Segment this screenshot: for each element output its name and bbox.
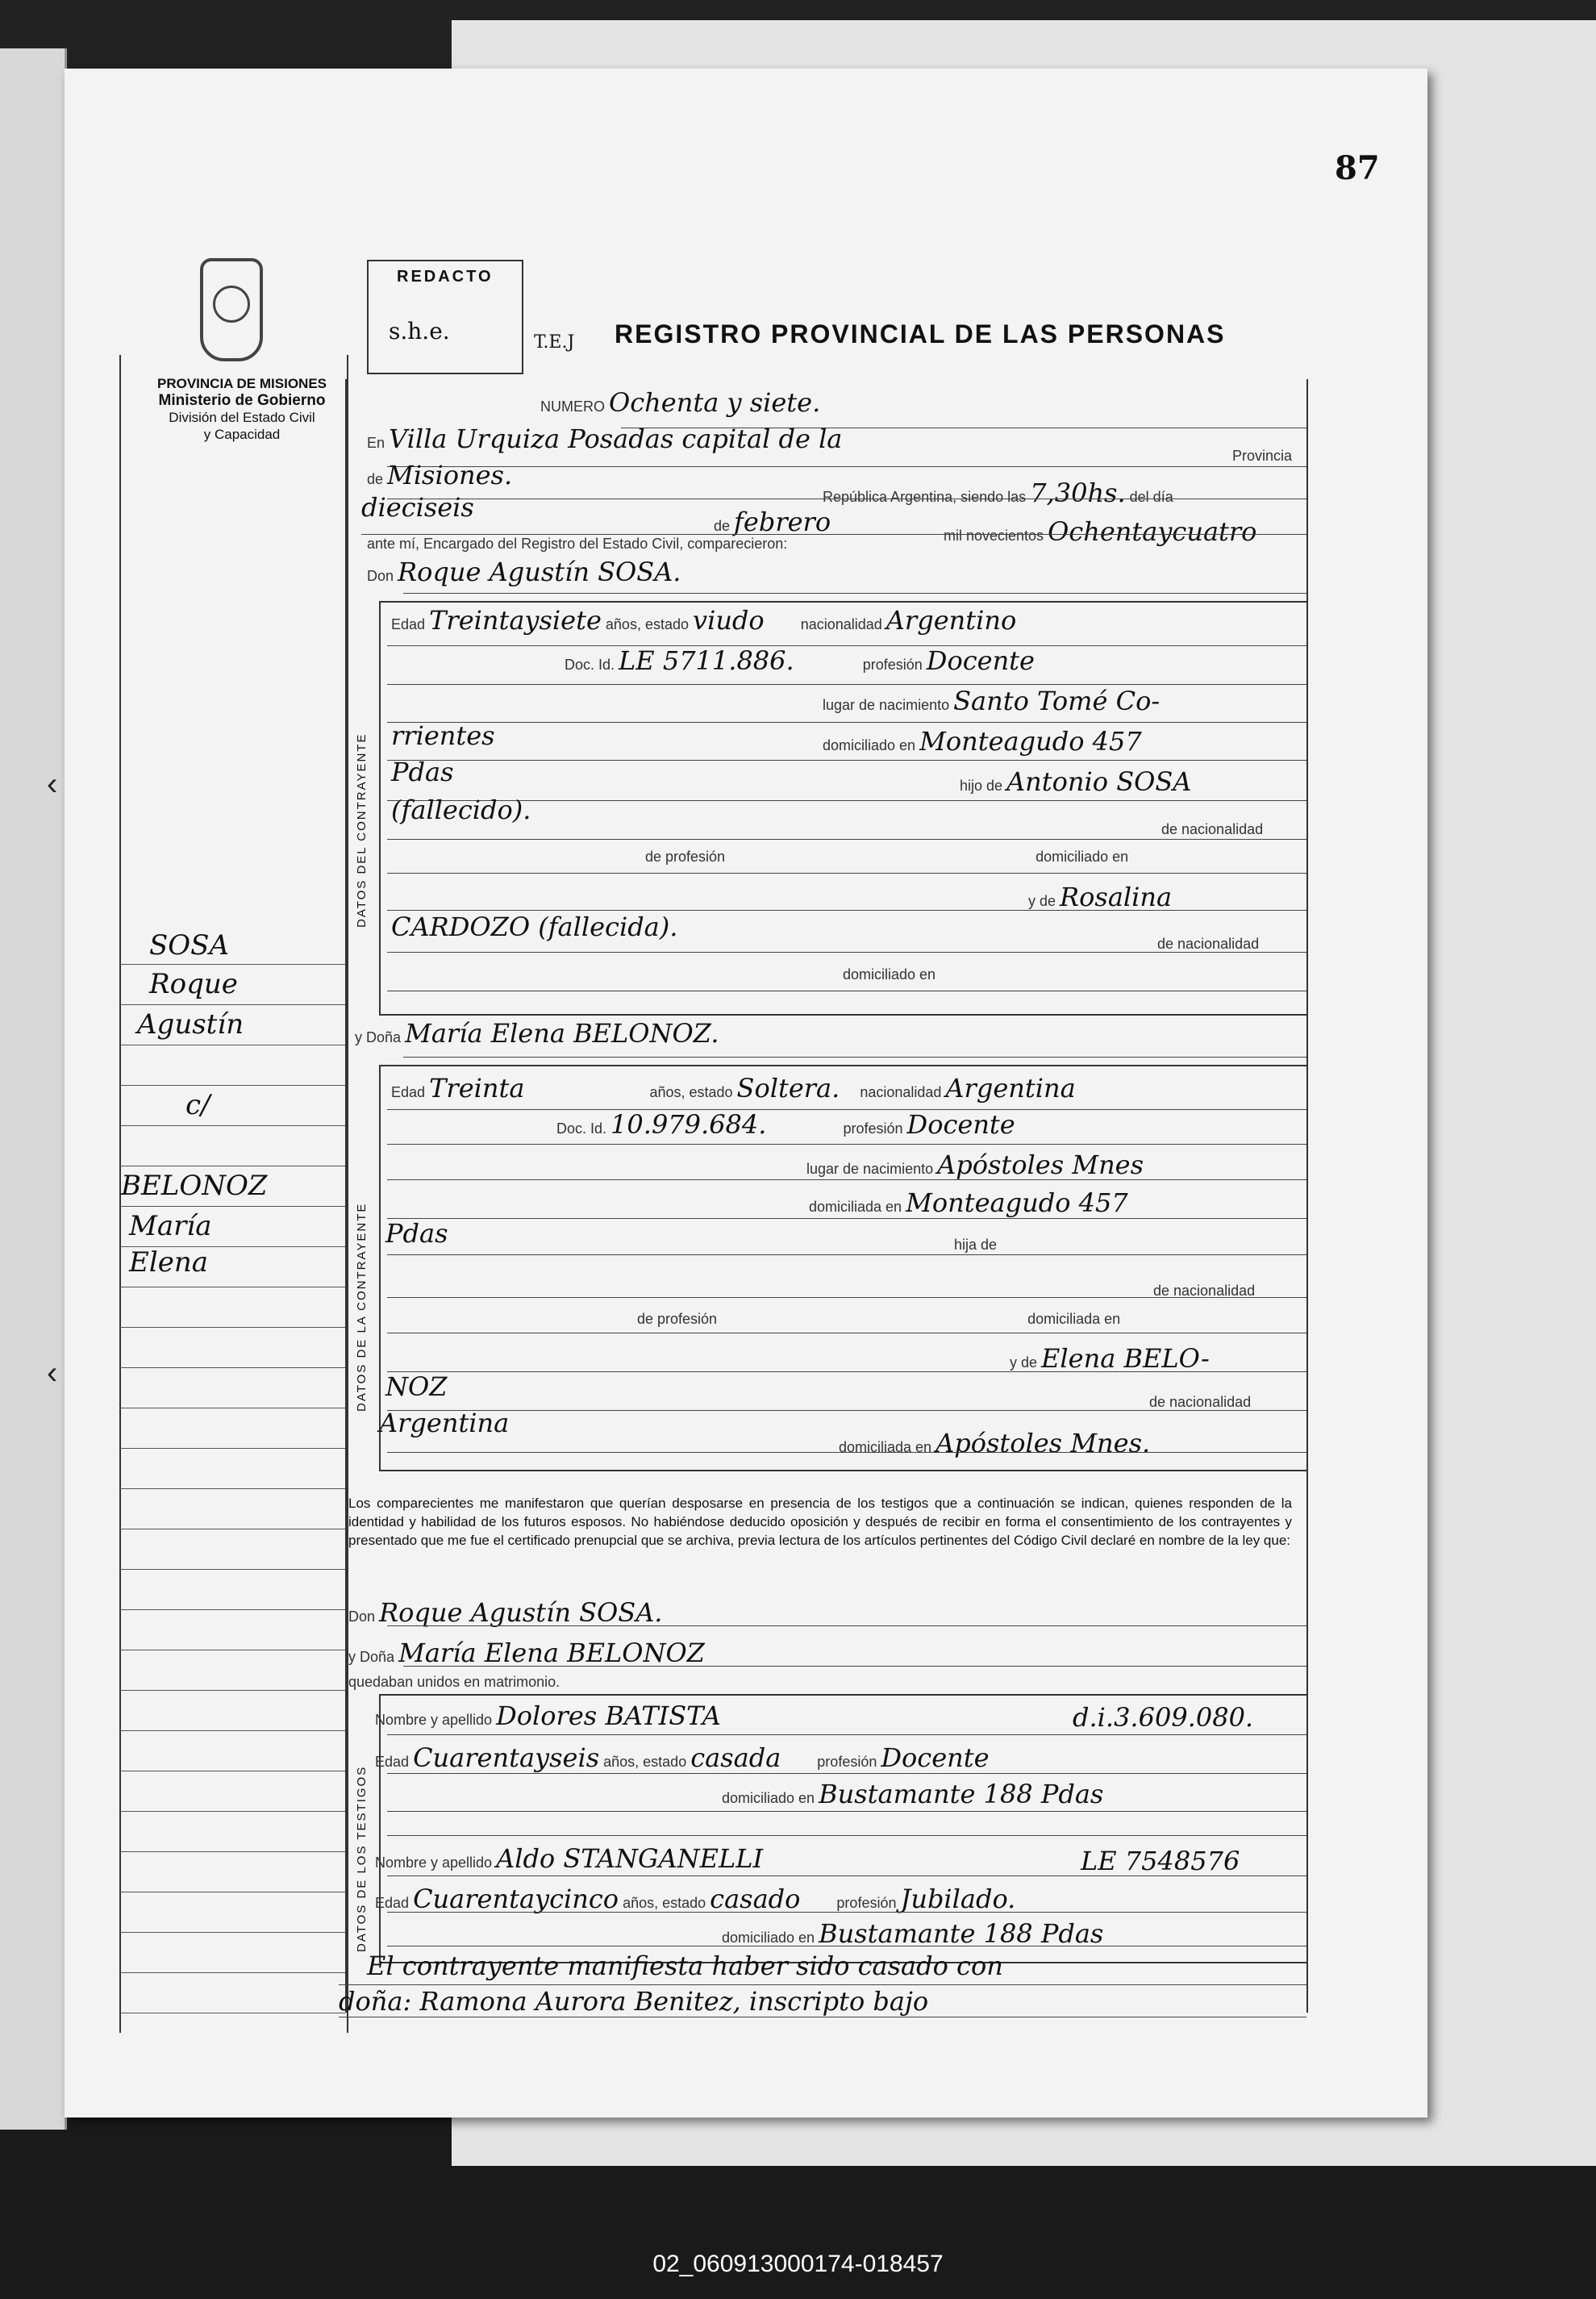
t2-edad-row [375, 1884, 1015, 1914]
c-fallecido-row [391, 795, 531, 825]
margin-rule-line [119, 1609, 345, 1610]
margin-name: SOSA [149, 929, 230, 962]
underline [387, 1912, 1306, 1913]
f-edad-row [391, 1073, 1076, 1104]
underline [387, 1811, 1306, 1812]
don-row [367, 557, 681, 587]
underline [387, 1371, 1306, 1372]
c-domic-label-3: domiciliado en [843, 966, 936, 983]
t2-doc-value [1081, 1846, 1240, 1876]
document-title: REGISTRO PROVINCIAL DE LAS PERSONAS [615, 319, 1226, 348]
t1-nombre-row [375, 1700, 721, 1731]
note-line-2 [339, 1986, 928, 2017]
f-hija-label: hija de [954, 1237, 998, 1253]
dona-label: y Doña [355, 1029, 402, 1045]
dona-row [355, 1018, 719, 1049]
testigos-side-label: DATOS DE LOS TESTIGOS [355, 1765, 369, 1952]
estado-value: casado [710, 1884, 801, 1914]
anio-value: Ochentaycuatro [1048, 516, 1257, 547]
f-domic-row-3 [839, 1428, 1150, 1458]
f-madre-row-2 [385, 1371, 447, 1402]
provincia-label: Provincia [1232, 448, 1293, 464]
margin-rule-line [119, 1448, 345, 1449]
margin-rule-line [119, 1932, 345, 1933]
note-line-1 [367, 1951, 1003, 1981]
tej-mark: T.E.J [534, 332, 575, 353]
hijo-label: hijo de [960, 778, 1003, 794]
t1-doc-value [1073, 1702, 1253, 1733]
de-label-2: de [714, 518, 731, 534]
lugar-label: lugar de nacimiento [823, 697, 950, 713]
numero-row [540, 387, 820, 418]
f-nac2-row [379, 1408, 509, 1438]
c-domic-row [391, 720, 495, 751]
book-spine [0, 48, 67, 2130]
edad-label: Edad [391, 616, 426, 632]
dona-value: María Elena BELONOZ. [405, 1018, 719, 1049]
margin-name: Roque [149, 968, 238, 1000]
madre-value-2: CARDOZO (fallecida). [391, 912, 678, 942]
underline [387, 1179, 1306, 1180]
underline [361, 534, 1306, 535]
lugar-value: Santo Tomé Co- [953, 686, 1161, 716]
nac-label: nacionalidad [800, 616, 882, 632]
contrayente-side-label: DATOS DEL CONTRAYENTE [355, 732, 369, 928]
anios-label: años, estado [603, 1754, 687, 1770]
lugar-label: lugar de nacimiento [806, 1161, 934, 1177]
hora-value: 7,30hs. [1030, 478, 1126, 508]
declare-dona-row [348, 1638, 705, 1668]
underline [387, 1452, 1306, 1453]
province-label: PROVINCIA DE MISIONES [156, 376, 327, 391]
underline [387, 952, 1306, 953]
prof-value: Docente [926, 645, 1035, 676]
en-label: En [367, 435, 385, 451]
edad-label: Edad [391, 1084, 426, 1100]
nombre-label: Nombre y apellido [375, 1855, 493, 1871]
c-madre-row-2 [391, 912, 677, 942]
f-madre-row [1010, 1343, 1210, 1374]
don-label: Don [367, 568, 394, 584]
dia-value: dieciseis [361, 492, 474, 523]
margin-rule-line [119, 1085, 345, 1086]
c-madre-row [1028, 882, 1172, 912]
margin-rule-line [119, 1851, 345, 1852]
margin-rule-line [119, 1488, 345, 1489]
anio-row [944, 516, 1256, 547]
domic-label-2: domiciliado en [1036, 849, 1129, 865]
margin-rule-line [119, 1367, 345, 1368]
de-value: Misiones. [387, 460, 513, 490]
mes-value: febrero [734, 507, 831, 537]
contrayente-f-side-label: DATOS DE LA CONTRAYENTE [355, 1202, 369, 1412]
edad-label: Edad [375, 1895, 410, 1911]
redacto-value: s.h.e. [389, 318, 450, 344]
mes-row [714, 507, 831, 537]
de-label: de [367, 471, 384, 487]
domic-label: domiciliada en [809, 1199, 902, 1215]
f-prof-row [637, 1311, 1120, 1328]
underline [387, 1218, 1306, 1219]
anios-label: años, estado [605, 616, 689, 632]
underline [387, 1297, 1306, 1298]
domic-label: domiciliado en [722, 1930, 815, 1946]
nac-value: Argentina [945, 1073, 1076, 1104]
prof-value: Docente [881, 1742, 990, 1773]
lugar-value-2: rrientes [391, 720, 495, 751]
margin-bracket-icon: ‹ [47, 766, 58, 802]
ante-label: ante mí, Encargado del Registro del Estado Civil, comparecieron: [367, 536, 788, 552]
yde-label: y de [1028, 893, 1056, 909]
f-domic-row [809, 1187, 1128, 1218]
division-label: División del Estado Civil [169, 410, 315, 425]
edad-value: Treinta [429, 1073, 525, 1104]
underline [339, 1984, 1306, 1985]
prof-label: profesión [836, 1895, 897, 1911]
don-value: Roque Agustín SOSA. [379, 1597, 663, 1628]
c-doc-row [565, 645, 1035, 676]
prof-label: profesión [817, 1754, 877, 1770]
prof-label: profesión [843, 1120, 903, 1137]
numero-value: Ochenta y siete. [609, 387, 821, 418]
quedaban-label: quedaban unidos en matrimonio. [348, 1674, 560, 1690]
redacto-box [367, 260, 523, 374]
estado-value: casada [690, 1742, 781, 1773]
margin-name: BELONOZ [121, 1170, 268, 1202]
margin-rule-line [119, 1206, 345, 1207]
declaration-paragraph: Los comparecientes me manifestaron que querían desposarse en presencia de los testigos que a continuación se indican, quienes responden de la identidad y habilidad de los futuros esposos. No habiéndose deducido oposición y después de recibir en forma el consentimiento de los contrayentes y presentado que me fue el certificado prenupcial que se archiva, previa lectura de los artículos pertinentes del Código Civil declaré en nombre de la ley que: [348, 1496, 1292, 1548]
margin-rule-line [119, 1004, 345, 1005]
numero-label: NUMERO [540, 398, 605, 415]
hijo-value-2: (fallecido). [391, 795, 531, 825]
f-lugar-row [806, 1150, 1144, 1180]
edad-value: Cuarentaycinco [413, 1884, 619, 1914]
underline [387, 873, 1306, 874]
page-number: 87 [1335, 149, 1380, 187]
c-nac-label: de nacionalidad [1161, 821, 1264, 837]
domic-value: Monteagudo 457 [919, 726, 1142, 757]
de-row [367, 460, 512, 490]
c-nac-label-2: de nacionalidad [1157, 936, 1260, 952]
declare-don-row [348, 1597, 662, 1628]
underline [387, 722, 1306, 723]
en-row [367, 424, 842, 454]
margin-rule-line [119, 1811, 345, 1812]
ministry-label: Ministerio de Gobierno [158, 392, 326, 409]
c-domic-row-2 [823, 726, 1142, 757]
margin-rule-line [119, 1327, 345, 1328]
f-nac-label: de nacionalidad [1153, 1283, 1256, 1299]
t1-domic-row [722, 1779, 1103, 1809]
underline [403, 1057, 1306, 1058]
underline [387, 466, 1306, 467]
c-hijo-row [391, 757, 454, 787]
margin-name: Agustín [137, 1008, 244, 1041]
domic-label: domiciliado en [722, 1790, 815, 1806]
underline [387, 684, 1306, 685]
f-hija-row [385, 1218, 448, 1249]
t2-domic-row [722, 1918, 1103, 1949]
margin-name: c/ [185, 1089, 210, 1121]
estado-value: viudo [693, 605, 765, 636]
underline [387, 1144, 1306, 1145]
anios-label: años, estado [623, 1895, 706, 1911]
mil-label: mil novecientos [944, 528, 1044, 544]
c-hijo-row-2 [960, 766, 1191, 797]
domic-value-2: Pdas [391, 757, 454, 787]
dona-value: María Elena BELONOZ [398, 1638, 705, 1668]
anios-label: años, estado [649, 1084, 733, 1100]
image-caption: 02_060913000174-018457 [652, 2251, 944, 2277]
capacity-label: y Capacidad [203, 427, 281, 442]
doc-value: d.i.3.609.080. [1073, 1702, 1254, 1733]
margin-name: María [129, 1210, 212, 1242]
domic-value-3: Apóstoles Mnes. [936, 1428, 1151, 1458]
form-left-border [345, 379, 347, 2013]
madre-value-2: NOZ [385, 1371, 448, 1402]
c-prof-row [645, 849, 1128, 866]
t2-nombre-row [375, 1843, 763, 1874]
hijo-value: Antonio SOSA [1006, 766, 1192, 797]
margin-rule-line [119, 1125, 345, 1126]
domic-value: Monteagudo 457 [906, 1187, 1128, 1218]
domic-value-2: Pdas [385, 1218, 448, 1249]
prof-value: Docente [906, 1109, 1015, 1140]
republica-label: República Argentina, siendo las [823, 489, 1027, 505]
nombre-value: Dolores BATISTA [496, 1700, 721, 1731]
republica-row [823, 478, 1173, 508]
doc-value: 10.979.684. [610, 1109, 767, 1140]
edad-label: Edad [375, 1754, 410, 1770]
margin-rule-line [119, 1690, 345, 1691]
note-text: El contrayente manifiesta haber sido casado con [367, 1951, 1003, 1981]
note-text: doña: Ramona Aurora Benitez, inscripto bajo [339, 1986, 929, 2017]
nac-label: nacionalidad [860, 1084, 942, 1100]
nac-value: Argentino [886, 605, 1017, 636]
de-prof-label: de profesión [645, 849, 726, 865]
underline [403, 1666, 1306, 1667]
domic-label-3: domiciliada en [839, 1439, 932, 1455]
underline [387, 760, 1306, 761]
underline [387, 1625, 1306, 1626]
underline [387, 1410, 1306, 1411]
fecha-row [361, 492, 474, 523]
en-value: Villa Urquiza Posadas capital de la [389, 424, 843, 454]
nombre-value: Aldo STANGANELLI [496, 1843, 764, 1874]
dona-label: y Doña [348, 1649, 395, 1665]
del-dia-label: del día [1129, 489, 1173, 505]
don-label: Don [348, 1608, 376, 1625]
doc-value: LE 7548576 [1081, 1846, 1240, 1876]
underline [387, 1835, 1306, 1836]
don-value: Roque Agustín SOSA. [398, 557, 681, 587]
f-doc-row [556, 1109, 1015, 1140]
margin-rule-line [119, 1730, 345, 1731]
edad-value: Cuarentayseis [413, 1742, 600, 1773]
doc-label: Doc. Id. [565, 657, 615, 673]
c-edad-row [391, 605, 1016, 636]
underline [403, 593, 1306, 594]
lugar-value: Apóstoles Mnes [937, 1150, 1144, 1180]
provincial-seal-icon [200, 258, 263, 361]
margin-rule-line [119, 1972, 345, 1973]
madre-value: Elena BELO- [1041, 1343, 1210, 1374]
madre-value: Rosalina [1060, 882, 1173, 912]
underline [387, 910, 1306, 911]
underline [387, 1734, 1306, 1735]
yde-label: y de [1010, 1354, 1038, 1371]
domic-value: Bustamante 188 Pdas [819, 1779, 1104, 1809]
c-lugar-row [823, 686, 1160, 716]
redacto-label: REDACTO [397, 268, 494, 286]
underline [387, 839, 1306, 840]
nombre-label: Nombre y apellido [375, 1712, 493, 1728]
underline [387, 1773, 1306, 1774]
t1-edad-row [375, 1742, 990, 1773]
domic-label-2: domiciliada en [1027, 1311, 1121, 1327]
margin-bracket-icon: ‹ [47, 1355, 58, 1391]
doc-value: LE 5711.886. [619, 645, 794, 676]
nac2-value: Argentina [379, 1408, 510, 1438]
edad-value: Treintaysiete [429, 605, 602, 636]
margin-rule-line [119, 1569, 345, 1570]
f-nac-label-2: de nacionalidad [1149, 1394, 1252, 1410]
margin-rule-line [119, 964, 345, 965]
prof-value: Jubilado. [900, 1884, 1016, 1914]
de-prof-label: de profesión [637, 1311, 718, 1327]
domic-value: Bustamante 188 Pdas [819, 1918, 1104, 1949]
underline [387, 1254, 1306, 1255]
domic-label: domiciliado en [823, 737, 916, 753]
estado-value: Soltera. [736, 1073, 840, 1104]
doc-label: Doc. Id. [556, 1120, 607, 1137]
prof-label: profesión [862, 657, 923, 673]
margin-name: Elena [129, 1246, 208, 1279]
